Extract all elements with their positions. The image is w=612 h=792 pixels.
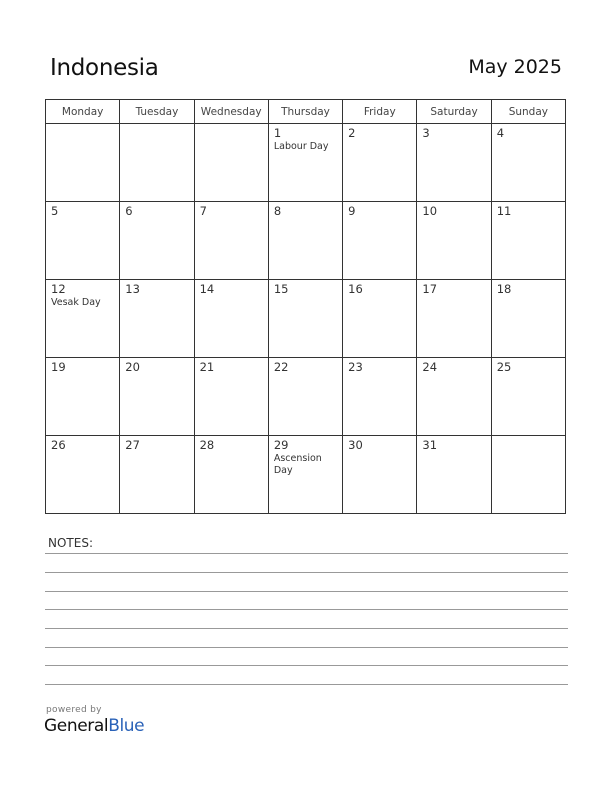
holiday-label — [120, 296, 193, 297]
week-row — [46, 280, 566, 358]
day-number: 3 — [422, 126, 430, 140]
week-row — [46, 202, 566, 280]
holiday-label — [343, 140, 416, 141]
holiday-label — [120, 218, 193, 219]
holiday-label — [417, 296, 490, 297]
day-number: 6 — [125, 204, 133, 218]
holiday-label — [46, 218, 119, 219]
holiday-label — [343, 296, 416, 297]
day-cell — [194, 280, 268, 358]
day-number: 4 — [496, 126, 505, 140]
holiday-label — [195, 452, 268, 453]
day-cell — [491, 280, 565, 358]
day-number: 15 — [273, 282, 289, 296]
day-number: 13 — [125, 282, 140, 296]
day-cell — [491, 436, 565, 514]
day-cell — [194, 358, 268, 436]
day-cell — [268, 124, 342, 202]
holiday-label: Labour Day — [273, 141, 329, 152]
day-cell — [417, 358, 491, 436]
holiday-label — [46, 126, 119, 127]
day-number: 19 — [51, 360, 66, 374]
day-number: 5 — [51, 204, 59, 218]
note-line — [45, 591, 568, 592]
day-number: 7 — [199, 204, 207, 218]
day-number: 1 — [273, 126, 282, 140]
day-number: 12 — [51, 282, 66, 296]
day-number: 14 — [199, 282, 215, 296]
day-number: 29 — [273, 438, 289, 452]
note-line — [45, 647, 568, 648]
day-cell — [120, 124, 194, 202]
day-number: 17 — [422, 282, 438, 296]
weekday-header: Wednesday — [194, 100, 268, 124]
day-cell — [120, 436, 194, 514]
day-cell — [491, 358, 565, 436]
day-cell — [417, 202, 491, 280]
holiday-label — [417, 374, 490, 375]
day-number: 20 — [125, 360, 140, 374]
holiday-label: Vesak Day — [51, 297, 101, 308]
holiday-label — [120, 452, 193, 453]
day-number: 27 — [125, 438, 140, 452]
day-number: 24 — [422, 360, 438, 374]
day-cell — [268, 358, 342, 436]
day-cell — [120, 202, 194, 280]
holiday-label — [269, 218, 342, 219]
month-year-title: May 2025 — [468, 56, 562, 78]
day-cell — [194, 436, 268, 514]
day-cell — [46, 202, 120, 280]
holiday-label — [195, 126, 268, 127]
weekday-header-row — [46, 100, 566, 124]
day-cell — [194, 124, 268, 202]
note-line — [45, 553, 568, 554]
weekday-header: Sunday — [491, 100, 565, 124]
week-row — [46, 358, 566, 436]
holiday-label — [343, 218, 416, 219]
day-number: 22 — [273, 360, 289, 374]
holiday-label — [120, 374, 193, 375]
week-row — [46, 124, 566, 202]
day-cell — [343, 436, 417, 514]
holiday-label — [492, 374, 565, 375]
note-line — [45, 628, 568, 629]
day-cell — [120, 280, 194, 358]
day-number: 10 — [422, 204, 438, 218]
note-line — [45, 684, 568, 685]
holiday-label — [343, 374, 416, 375]
logo-text-blue: Blue — [108, 716, 145, 736]
day-cell — [491, 202, 565, 280]
weekday-header: Tuesday — [120, 100, 194, 124]
day-cell — [417, 436, 491, 514]
day-cell — [268, 436, 342, 514]
day-number: 21 — [199, 360, 215, 374]
day-number: 23 — [348, 360, 363, 374]
holiday-label — [417, 452, 490, 453]
day-cell — [46, 358, 120, 436]
day-cell — [268, 202, 342, 280]
holiday-label: Ascension Day — [273, 453, 322, 476]
notes-label: NOTES: — [48, 536, 93, 550]
day-number: 16 — [348, 282, 363, 296]
note-line — [45, 572, 568, 573]
day-number: 28 — [199, 438, 215, 452]
holiday-label — [417, 140, 490, 141]
holiday-label — [492, 296, 565, 297]
note-line — [45, 665, 568, 666]
day-number: 30 — [348, 438, 363, 452]
holiday-label — [492, 438, 565, 439]
day-cell — [343, 124, 417, 202]
holiday-label — [417, 218, 490, 219]
day-cell — [46, 280, 120, 358]
logo-text-general: General — [44, 716, 109, 736]
week-row — [46, 436, 566, 514]
holiday-label — [46, 374, 119, 375]
day-cell — [417, 280, 491, 358]
day-number: 25 — [496, 360, 512, 374]
holiday-label — [492, 140, 565, 141]
weekday-header: Saturday — [417, 100, 491, 124]
note-line — [45, 609, 568, 610]
day-number: 31 — [422, 438, 438, 452]
day-number: 26 — [51, 438, 66, 452]
holiday-label — [195, 296, 268, 297]
holiday-label — [195, 218, 268, 219]
day-cell — [343, 202, 417, 280]
day-cell — [343, 358, 417, 436]
country-title: Indonesia — [50, 55, 159, 81]
day-number: 9 — [348, 204, 356, 218]
holiday-label — [269, 374, 342, 375]
day-cell — [194, 202, 268, 280]
holiday-label — [343, 452, 416, 453]
holiday-label — [46, 452, 119, 453]
calendar-grid — [45, 99, 566, 514]
day-number: 2 — [348, 126, 356, 140]
day-number: 18 — [496, 282, 512, 296]
day-cell — [343, 280, 417, 358]
generalblue-logo[interactable] — [44, 716, 144, 736]
holiday-label — [120, 126, 193, 127]
powered-by-text: powered by — [46, 705, 102, 715]
holiday-label — [492, 218, 565, 219]
weekday-header: Friday — [343, 100, 417, 124]
weekday-header: Monday — [46, 100, 120, 124]
day-number: 11 — [496, 204, 512, 218]
day-cell — [46, 124, 120, 202]
day-cell — [120, 358, 194, 436]
holiday-label — [195, 374, 268, 375]
day-number: 8 — [273, 204, 282, 218]
day-cell — [268, 280, 342, 358]
day-cell — [417, 124, 491, 202]
day-cell — [46, 436, 120, 514]
holiday-label — [269, 296, 342, 297]
day-cell — [491, 124, 565, 202]
weekday-header: Thursday — [268, 100, 342, 124]
